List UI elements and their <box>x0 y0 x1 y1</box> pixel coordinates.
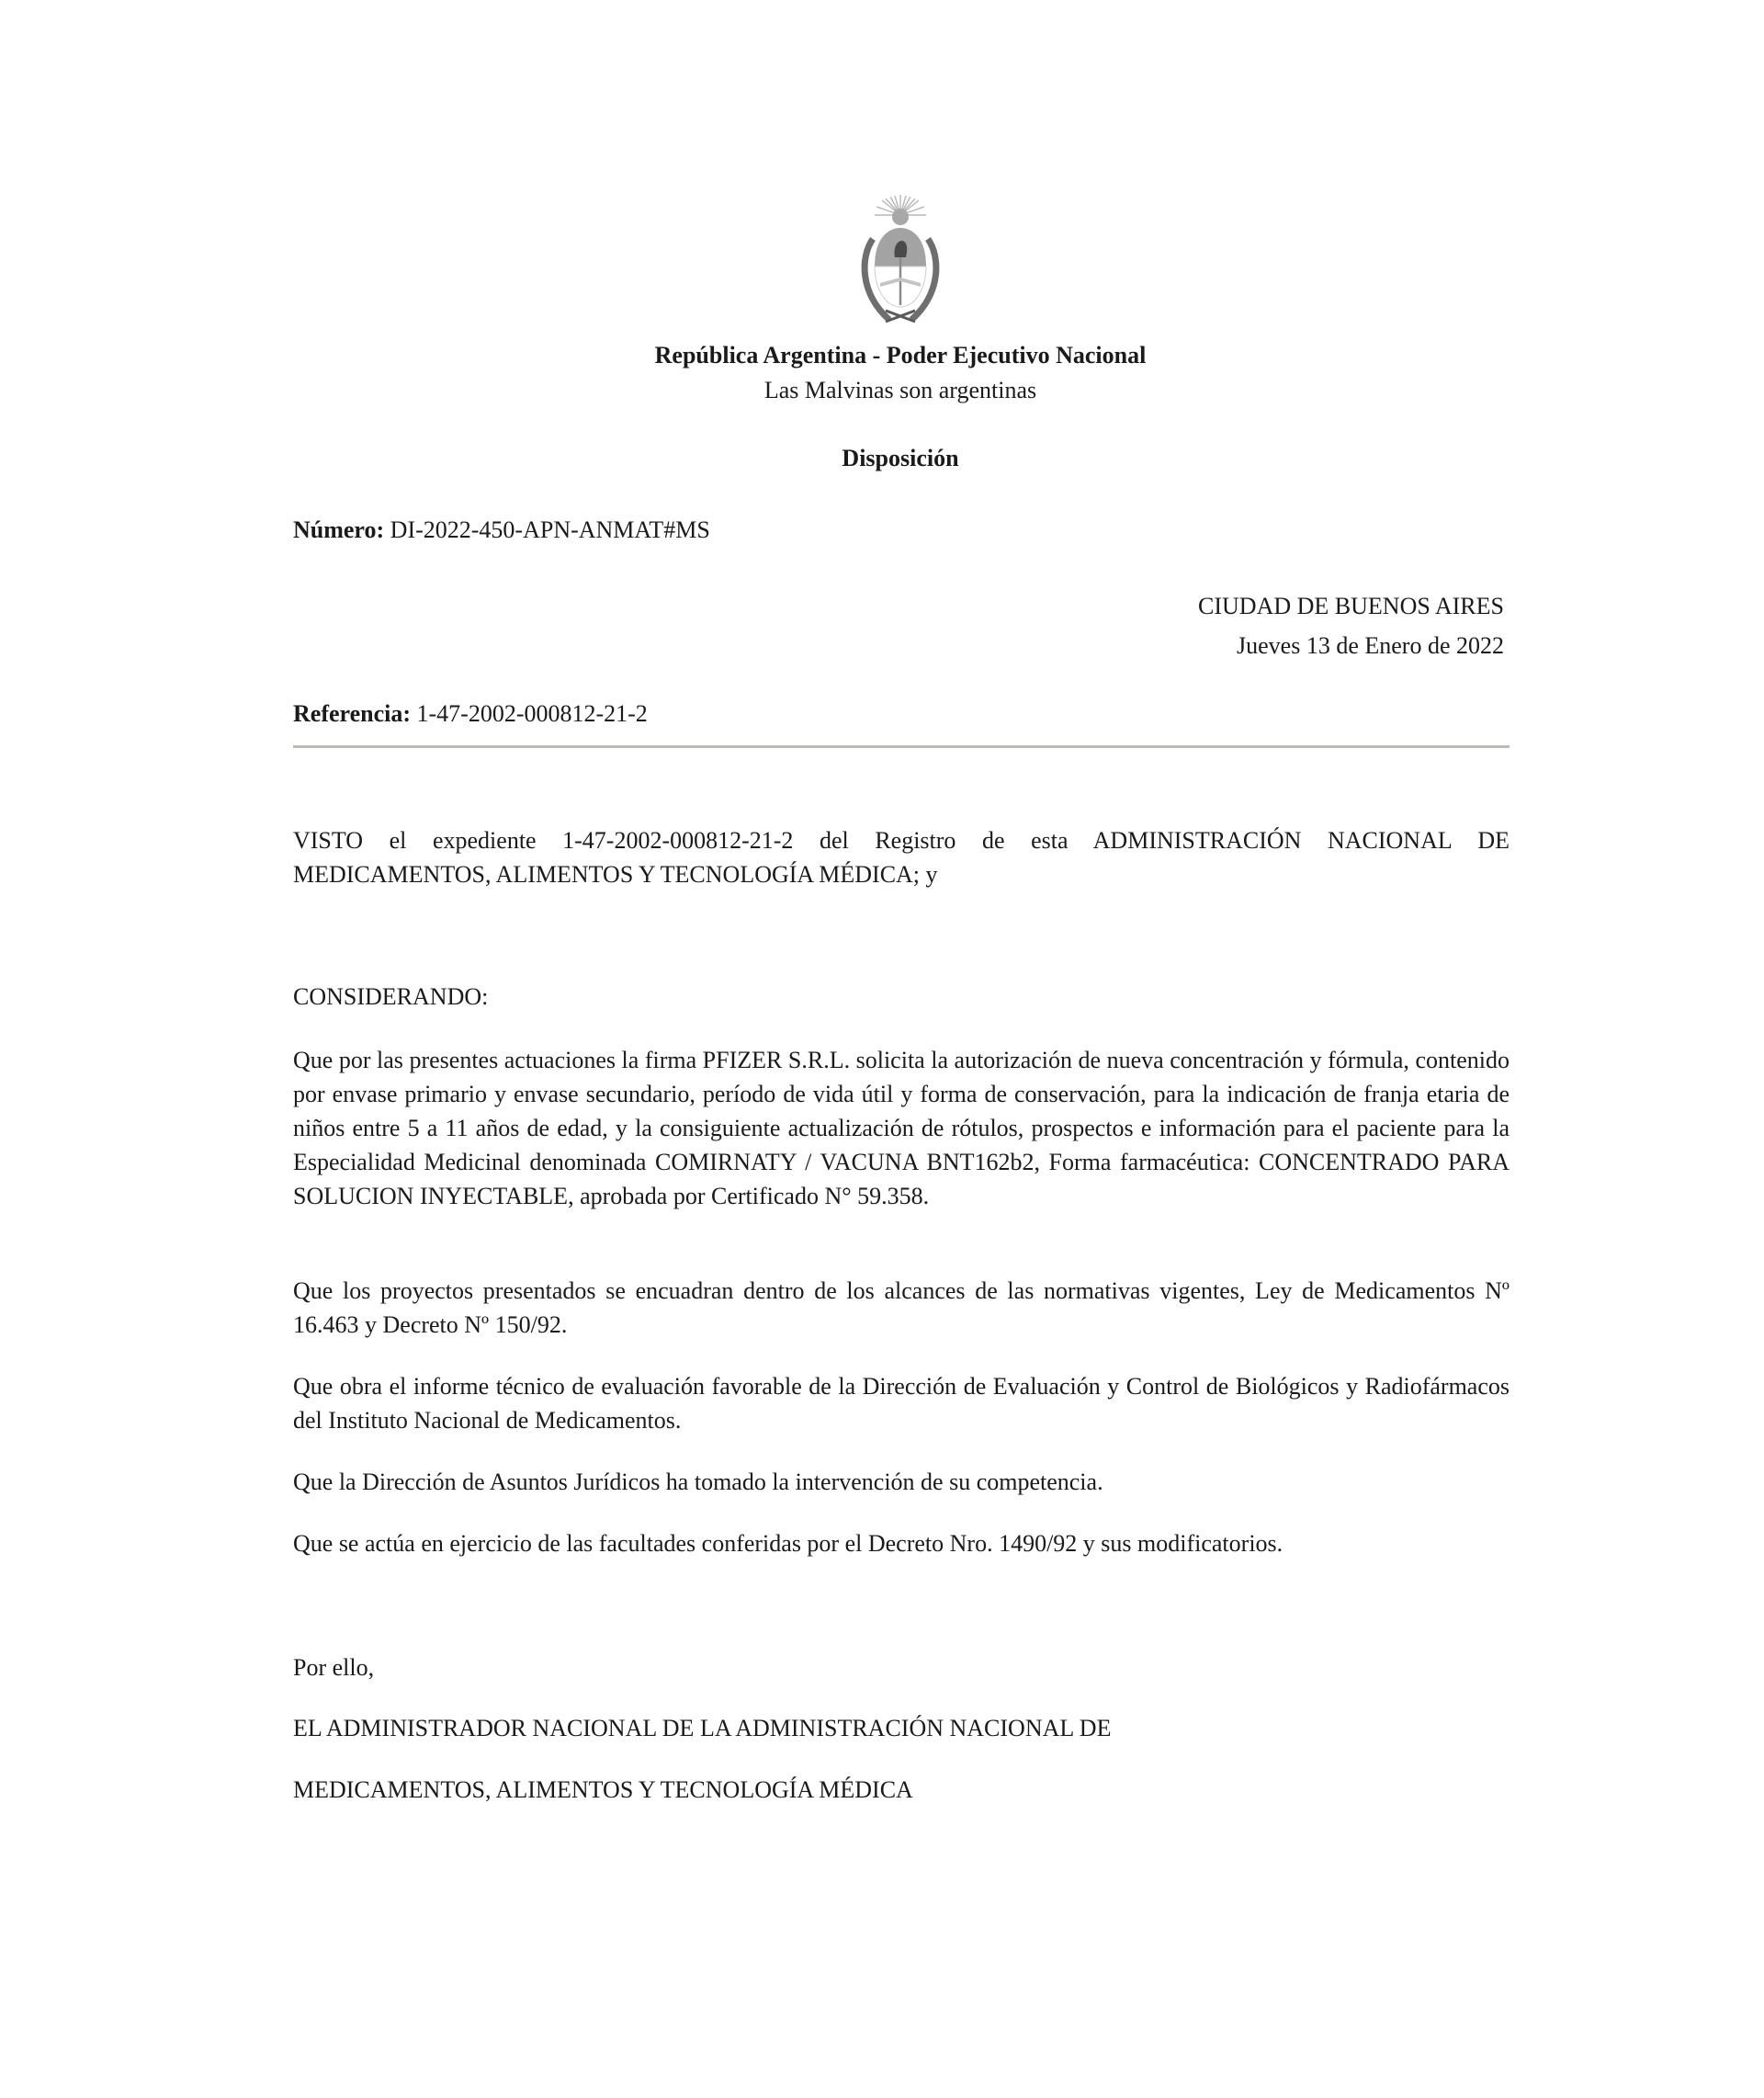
considerando-paragraph: Que obra el informe técnico de evaluación favorable de la Dirección de Evaluación y Control de Biológicos y Radiofármacos del Instituto Nacional de Medicamentos. <box>293 1373 1510 1434</box>
document-city: CIUDAD DE BUENOS AIRES <box>1198 593 1504 619</box>
considerando-paragraph: Que la Dirección de Asuntos Jurídicos ha tomado la intervención de su competencia. <box>293 1469 1103 1495</box>
issuer-motto: Las Malvinas son argentinas <box>763 377 1037 403</box>
document-type: Disposición <box>842 445 959 471</box>
considerando-paragraph: Que los proyectos presentados se encuadran dentro de los alcances de las normativas vigentes, Ley de Medicamentos Nº 16.463 y Decreto Nº 150/92. <box>293 1277 1510 1338</box>
coat-of-arms-icon <box>853 193 948 331</box>
shield-icon <box>875 228 926 307</box>
issuer-title: República Argentina - Poder Ejecutivo Nacional <box>654 342 1147 369</box>
document-date: Jueves 13 de Enero de 2022 <box>1237 632 1504 659</box>
numero-value: DI-2022-450-APN-ANMAT#MS <box>390 516 710 543</box>
por-ello-text: Por ello, <box>293 1654 375 1681</box>
sun-icon <box>875 195 926 225</box>
considerando-paragraph: Que se actúa en ejercicio de las facultades conferidas por el Decreto Nro. 1490/92 y sus modificatorios. <box>293 1530 1283 1557</box>
numero-field <box>293 516 710 544</box>
referencia-label: Referencia: <box>293 700 412 727</box>
referencia-value: 1-47-2002-000812-21-2 <box>416 700 648 727</box>
authority-line-2: MEDICAMENTOS, ALIMENTOS Y TECNOLOGÍA MÉDICA <box>293 1776 913 1803</box>
header-divider <box>293 745 1510 748</box>
authority-line-1: EL ADMINISTRADOR NACIONAL DE LA ADMINISTRACIÓN NACIONAL DE <box>293 1715 1112 1741</box>
considerando-paragraph: Que por las presentes actuaciones la firma PFIZER S.R.L. solicita la autorización de nueva concentración y fórmula, contenido por envase primario y envase secundario, período de vida útil y forma de conservación, para la indicación de franja etaria de niños entre 5 a 11 años de edad, y la consiguiente actualización de rótulos, prospectos e información para el paciente para la Especialidad Medicinal denominada COMIRNATY / VACUNA BNT162b2, Forma farmacéutica: CONCENTRADO PARA SOLUCION INYECTABLE, aprobada por Certificado N° 59.358. <box>293 1047 1510 1209</box>
considerando-heading: CONSIDERANDO: <box>293 983 489 1010</box>
referencia-field <box>293 700 648 728</box>
numero-label: Número: <box>293 516 385 543</box>
visto-paragraph: VISTO el expediente 1-47-2002-000812-21-2 del Registro de esta ADMINISTRACIÓN NACIONAL DE MEDICAMENTOS, ALIMENTOS Y TECNOLOGÍA MÉDICA; y <box>293 827 1510 888</box>
